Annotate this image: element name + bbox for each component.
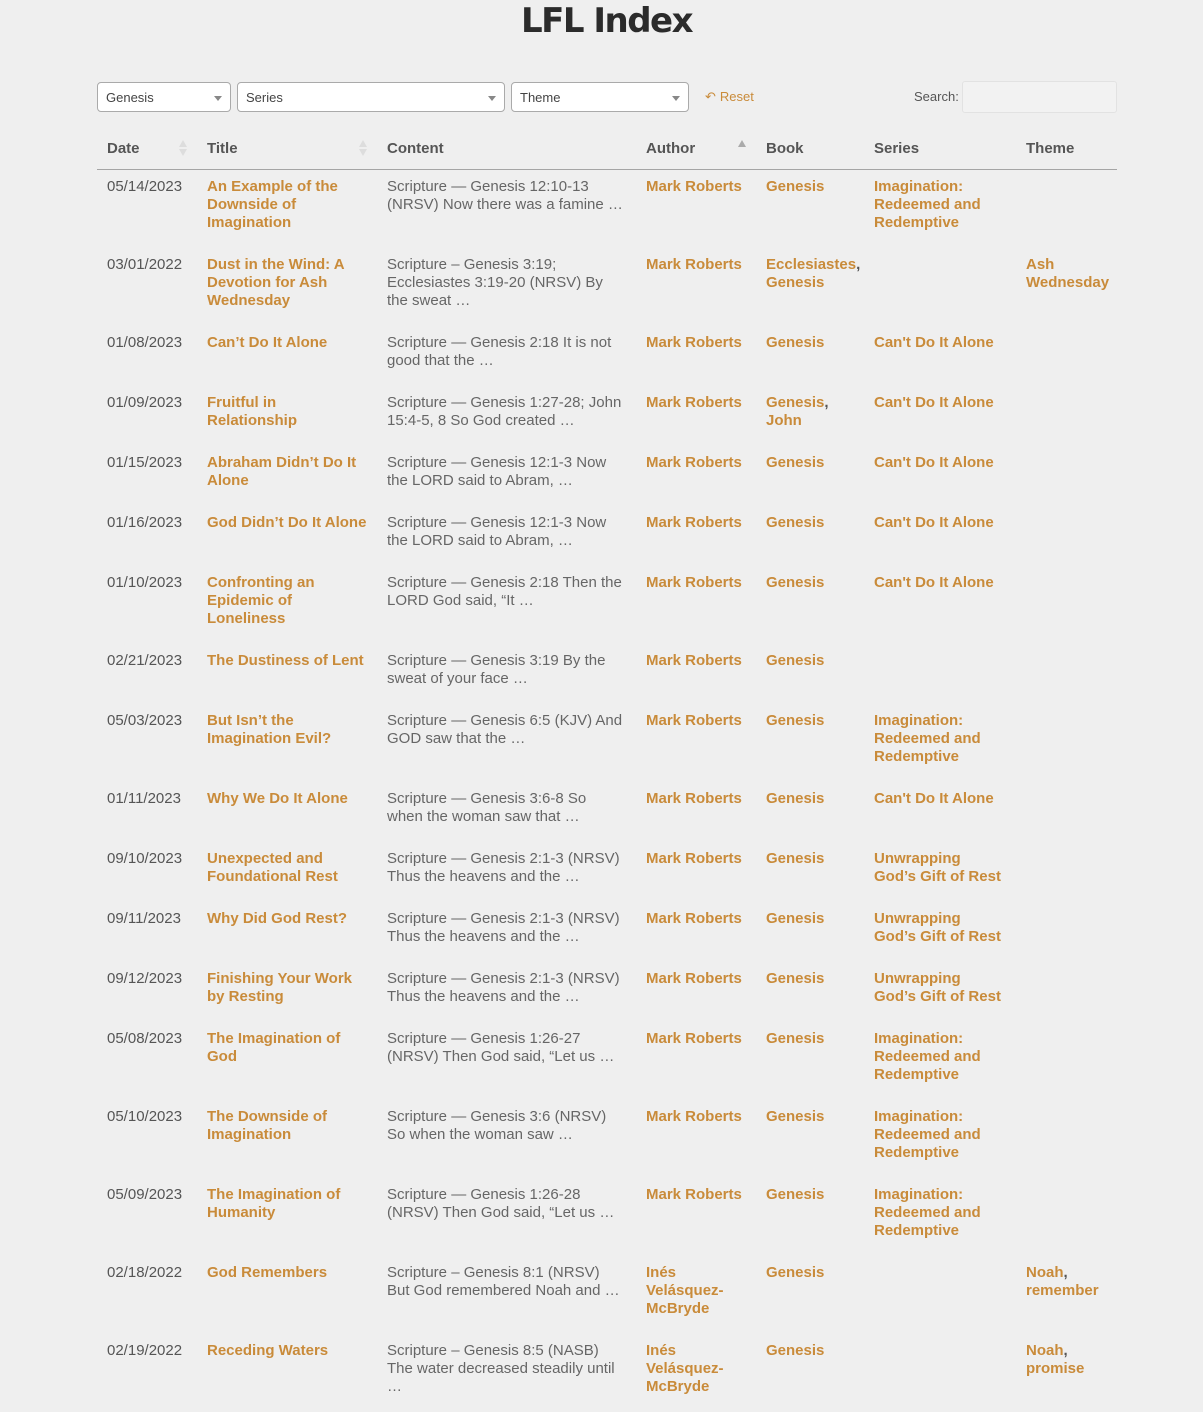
column-header-author[interactable]: Author [636, 128, 756, 170]
title-cell [197, 170, 377, 249]
book-cell [756, 704, 864, 782]
series-cell [864, 566, 1016, 644]
author-link[interactable]: Inés Velásquez-McBryde [646, 1264, 724, 1317]
theme-filter-select[interactable] [511, 82, 689, 112]
author-link[interactable]: Mark Roberts [646, 454, 742, 471]
table-row [97, 1334, 1117, 1412]
book-cell [756, 1334, 864, 1412]
book-filter-value: Genesis [106, 90, 154, 105]
column-header-theme: Theme [1016, 128, 1117, 170]
table-row [97, 1178, 1117, 1256]
date-cell: 02/21/2023 [97, 644, 197, 704]
series-filter-select[interactable] [237, 82, 505, 112]
list-separator: , [856, 256, 860, 273]
series-cell [864, 1178, 1016, 1256]
series-cell [864, 170, 1016, 249]
title-cell [197, 644, 377, 704]
series-cell [864, 704, 1016, 782]
series-cell [864, 326, 1016, 386]
table-row [97, 782, 1117, 842]
author-cell [636, 782, 756, 842]
author-cell [636, 446, 756, 506]
title-cell [197, 326, 377, 386]
series-link[interactable]: Imagination: Redeemed and Redemptive [874, 712, 981, 765]
book-cell [756, 962, 864, 1022]
series-link[interactable]: Imagination: Redeemed and Redemptive [874, 1186, 981, 1239]
book-link[interactable]: Genesis [766, 1186, 824, 1203]
theme-cell [1016, 962, 1117, 1022]
title-link[interactable]: Why We Do It Alone [207, 790, 348, 807]
column-header-book: Book [756, 128, 864, 170]
theme-link[interactable]: promise [1026, 1360, 1084, 1377]
theme-cell [1016, 704, 1117, 782]
date-cell: 09/12/2023 [97, 962, 197, 1022]
reset-label: Reset [720, 89, 754, 104]
theme-filter-value: Theme [520, 90, 560, 105]
book-link[interactable]: Ecclesiastes [766, 256, 856, 273]
content-cell: Scripture — Genesis 2:1-3 (NRSV) Thus the heavens and the … [377, 902, 636, 962]
series-link[interactable]: Can't Do It Alone [874, 574, 994, 591]
book-link[interactable]: Genesis [766, 970, 824, 987]
table-row [97, 644, 1117, 704]
title-link[interactable]: God Remembers [207, 1264, 327, 1281]
author-link[interactable]: Mark Roberts [646, 394, 742, 411]
theme-cell [1016, 842, 1117, 902]
chevron-down-icon [672, 96, 680, 101]
author-cell [636, 1178, 756, 1256]
title-cell [197, 386, 377, 446]
title-cell [197, 446, 377, 506]
book-link[interactable]: Genesis [766, 1342, 824, 1359]
book-cell [756, 782, 864, 842]
author-link[interactable]: Mark Roberts [646, 178, 742, 195]
title-link[interactable]: The Dustiness of Lent [207, 652, 364, 669]
book-cell [756, 566, 864, 644]
date-cell: 09/10/2023 [97, 842, 197, 902]
author-link[interactable]: Mark Roberts [646, 1108, 742, 1125]
series-link[interactable]: Unwrapping God’s Gift of Rest [874, 910, 1001, 945]
author-cell [636, 1100, 756, 1178]
title-link[interactable]: Can’t Do It Alone [207, 334, 327, 351]
theme-cell [1016, 1178, 1117, 1256]
content-cell: Scripture – Genesis 8:1 (NRSV) But God remembered Noah and … [377, 1256, 636, 1334]
table-row [97, 1256, 1117, 1334]
title-link[interactable]: God Didn’t Do It Alone [207, 514, 366, 531]
author-cell [636, 506, 756, 566]
table-row [97, 842, 1117, 902]
theme-link[interactable]: Ash Wednesday [1026, 256, 1109, 291]
date-cell: 05/14/2023 [97, 170, 197, 249]
title-link[interactable]: Receding Waters [207, 1342, 328, 1359]
date-cell: 05/10/2023 [97, 1100, 197, 1178]
table-row [97, 170, 1117, 249]
book-link[interactable]: John [766, 412, 802, 429]
series-link[interactable]: Can't Do It Alone [874, 334, 994, 351]
table-row [97, 566, 1117, 644]
sort-icon [179, 140, 187, 156]
author-link[interactable]: Mark Roberts [646, 574, 742, 591]
book-link[interactable]: Genesis [766, 850, 824, 867]
sort-icon [359, 140, 367, 156]
author-link[interactable]: Mark Roberts [646, 514, 742, 531]
book-link[interactable]: Genesis [766, 178, 824, 195]
content-cell: Scripture — Genesis 1:26-27 (NRSV) Then God said, “Let us … [377, 1022, 636, 1100]
series-cell [864, 644, 1016, 704]
column-header-date[interactable]: Date [97, 128, 197, 170]
date-cell: 02/19/2022 [97, 1334, 197, 1412]
series-cell [864, 842, 1016, 902]
series-link[interactable]: Can't Do It Alone [874, 790, 994, 807]
book-link[interactable]: Genesis [766, 334, 824, 351]
author-link[interactable]: Mark Roberts [646, 652, 742, 669]
theme-cell [1016, 1334, 1117, 1412]
series-cell [864, 248, 1016, 326]
book-link[interactable]: Genesis [766, 652, 824, 669]
author-link[interactable]: Mark Roberts [646, 334, 742, 351]
date-cell: 01/09/2023 [97, 386, 197, 446]
date-cell: 01/10/2023 [97, 566, 197, 644]
content-cell: Scripture — Genesis 1:27-28; John 15:4-5, 8 So God created … [377, 386, 636, 446]
series-cell [864, 506, 1016, 566]
table-row [97, 446, 1117, 506]
title-link[interactable]: Finishing Your Work by Resting [207, 970, 352, 1005]
book-cell [756, 1100, 864, 1178]
theme-cell [1016, 902, 1117, 962]
series-cell [864, 446, 1016, 506]
date-cell: 09/11/2023 [97, 902, 197, 962]
title-cell [197, 248, 377, 326]
series-cell [864, 386, 1016, 446]
date-cell: 05/03/2023 [97, 704, 197, 782]
date-cell: 05/09/2023 [97, 1178, 197, 1256]
book-filter-select[interactable] [97, 82, 231, 112]
series-link[interactable]: Imagination: Redeemed and Redemptive [874, 1030, 981, 1083]
content-cell: Scripture — Genesis 12:1-3 Now the LORD said to Abram, … [377, 446, 636, 506]
title-link[interactable]: Fruitful in Relationship [207, 394, 297, 429]
content-cell: Scripture — Genesis 2:18 It is not good that the … [377, 326, 636, 386]
date-cell: 02/18/2022 [97, 1256, 197, 1334]
series-link[interactable]: Imagination: Redeemed and Redemptive [874, 178, 981, 231]
content-cell: Scripture — Genesis 2:18 Then the LORD God said, “It … [377, 566, 636, 644]
theme-cell [1016, 326, 1117, 386]
undo-icon: ↶ [705, 89, 716, 104]
book-link[interactable]: Genesis [766, 1030, 824, 1047]
table-row [97, 962, 1117, 1022]
series-link[interactable]: Unwrapping God’s Gift of Rest [874, 970, 1001, 1005]
book-cell [756, 644, 864, 704]
index-table [97, 128, 1117, 1412]
table-row [97, 248, 1117, 326]
title-cell [197, 566, 377, 644]
title-link[interactable]: The Imagination of Humanity [207, 1186, 340, 1221]
list-separator: , [1064, 1264, 1068, 1281]
theme-cell [1016, 782, 1117, 842]
author-link[interactable]: Inés Velásquez-McBryde [646, 1342, 724, 1395]
title-link[interactable]: Unexpected and Foundational Rest [207, 850, 338, 885]
theme-cell [1016, 446, 1117, 506]
content-cell: Scripture – Genesis 3:19; Ecclesiastes 3:19-20 (NRSV) By the sweat … [377, 248, 636, 326]
book-cell [756, 248, 864, 326]
chevron-down-icon [214, 96, 222, 101]
book-cell [756, 170, 864, 249]
content-cell: Scripture — Genesis 2:1-3 (NRSV) Thus the heavens and the … [377, 962, 636, 1022]
book-cell [756, 446, 864, 506]
title-cell [197, 782, 377, 842]
theme-cell [1016, 248, 1117, 326]
title-link[interactable]: Why Did God Rest? [207, 910, 347, 927]
book-link[interactable]: Genesis [766, 394, 824, 411]
theme-link[interactable]: Noah [1026, 1264, 1064, 1281]
column-header-series: Series [864, 128, 1016, 170]
column-header-title[interactable]: Title [197, 128, 377, 170]
date-cell: 01/15/2023 [97, 446, 197, 506]
author-cell [636, 1334, 756, 1412]
table-row [97, 1022, 1117, 1100]
theme-cell [1016, 566, 1117, 644]
book-link[interactable]: Genesis [766, 274, 824, 291]
table-row [97, 704, 1117, 782]
theme-cell [1016, 506, 1117, 566]
date-cell: 03/01/2022 [97, 248, 197, 326]
content-cell: Scripture — Genesis 12:10-13 (NRSV) Now there was a famine … [377, 170, 636, 249]
author-link[interactable]: Mark Roberts [646, 850, 742, 867]
series-link[interactable]: Can't Do It Alone [874, 454, 994, 471]
title-cell [197, 902, 377, 962]
author-link[interactable]: Mark Roberts [646, 970, 742, 987]
author-link[interactable]: Mark Roberts [646, 1030, 742, 1047]
author-link[interactable]: Mark Roberts [646, 1186, 742, 1203]
list-separator: , [1064, 1342, 1068, 1359]
theme-cell [1016, 386, 1117, 446]
author-cell [636, 1256, 756, 1334]
table-row [97, 902, 1117, 962]
author-cell [636, 1022, 756, 1100]
page-title: LFL Index [0, 0, 1203, 42]
book-link[interactable]: Genesis [766, 1264, 824, 1281]
date-cell: 05/08/2023 [97, 1022, 197, 1100]
title-link[interactable]: But Isn’t the Imagination Evil? [207, 712, 331, 747]
title-cell [197, 1100, 377, 1178]
title-link[interactable]: The Imagination of God [207, 1030, 340, 1065]
author-cell [636, 644, 756, 704]
chevron-down-icon [488, 96, 496, 101]
content-cell: Scripture — Genesis 12:1-3 Now the LORD said to Abram, … [377, 506, 636, 566]
book-link[interactable]: Genesis [766, 514, 824, 531]
book-cell [756, 902, 864, 962]
date-cell: 01/16/2023 [97, 506, 197, 566]
content-cell: Scripture — Genesis 1:26-28 (NRSV) Then God said, “Let us … [377, 1178, 636, 1256]
author-cell [636, 386, 756, 446]
book-cell [756, 1022, 864, 1100]
book-cell [756, 386, 864, 446]
series-cell [864, 1022, 1016, 1100]
theme-cell [1016, 644, 1117, 704]
book-link[interactable]: Genesis [766, 910, 824, 927]
author-cell [636, 962, 756, 1022]
series-cell [864, 782, 1016, 842]
title-cell [197, 1256, 377, 1334]
table-row [97, 506, 1117, 566]
book-link[interactable]: Genesis [766, 1108, 824, 1125]
title-cell [197, 506, 377, 566]
title-link[interactable]: Abraham Didn’t Do It Alone [207, 454, 356, 489]
content-cell: Scripture — Genesis 6:5 (KJV) And GOD saw that the … [377, 704, 636, 782]
author-cell [636, 170, 756, 249]
series-link[interactable]: Imagination: Redeemed and Redemptive [874, 1108, 981, 1161]
book-cell [756, 1178, 864, 1256]
book-link[interactable]: Genesis [766, 790, 824, 807]
title-cell [197, 962, 377, 1022]
list-separator: , [824, 394, 828, 411]
content-cell: Scripture — Genesis 3:19 By the sweat of your face … [377, 644, 636, 704]
title-cell [197, 704, 377, 782]
title-cell [197, 1334, 377, 1412]
series-filter-value: Series [246, 90, 283, 105]
theme-cell [1016, 1100, 1117, 1178]
table-row [97, 326, 1117, 386]
series-cell [864, 962, 1016, 1022]
theme-cell [1016, 1022, 1117, 1100]
author-cell [636, 326, 756, 386]
theme-link[interactable]: remember [1026, 1282, 1099, 1299]
date-cell: 01/08/2023 [97, 326, 197, 386]
table-row [97, 386, 1117, 446]
table-header-row [97, 128, 1117, 170]
series-cell [864, 1334, 1016, 1412]
author-link[interactable]: Mark Roberts [646, 256, 742, 273]
column-header-content: Content [377, 128, 636, 170]
series-link[interactable]: Can't Do It Alone [874, 394, 994, 411]
series-link[interactable]: Unwrapping God’s Gift of Rest [874, 850, 1001, 885]
book-cell [756, 842, 864, 902]
search-label: Search: [914, 82, 959, 112]
author-cell [636, 704, 756, 782]
author-link[interactable]: Mark Roberts [646, 712, 742, 729]
book-cell [756, 506, 864, 566]
content-cell: Scripture – Genesis 8:5 (NASB) The water decreased steadily until … [377, 1334, 636, 1412]
book-cell [756, 1256, 864, 1334]
series-cell [864, 1256, 1016, 1334]
title-cell [197, 1178, 377, 1256]
book-link[interactable]: Genesis [766, 574, 824, 591]
content-cell: Scripture — Genesis 2:1-3 (NRSV) Thus the heavens and the … [377, 842, 636, 902]
content-cell: Scripture — Genesis 3:6-8 So when the woman saw that … [377, 782, 636, 842]
reset-button[interactable] [705, 82, 754, 112]
table-row [97, 1100, 1117, 1178]
author-cell [636, 248, 756, 326]
title-link[interactable]: The Downside of Imagination [207, 1108, 327, 1143]
book-link[interactable]: Genesis [766, 454, 824, 471]
theme-cell [1016, 1256, 1117, 1334]
title-link[interactable]: An Example of the Downside of Imagination [207, 178, 338, 231]
content-cell: Scripture — Genesis 3:6 (NRSV) So when the woman saw … [377, 1100, 636, 1178]
author-cell [636, 842, 756, 902]
title-link[interactable]: Confronting an Epidemic of Loneliness [207, 574, 314, 627]
search-input[interactable] [962, 81, 1117, 113]
series-cell [864, 1100, 1016, 1178]
author-cell [636, 902, 756, 962]
title-cell [197, 842, 377, 902]
book-cell [756, 326, 864, 386]
title-link[interactable]: Dust in the Wind: A Devotion for Ash Wednesday [207, 256, 344, 309]
series-link[interactable]: Can't Do It Alone [874, 514, 994, 531]
theme-cell [1016, 170, 1117, 249]
author-link[interactable]: Mark Roberts [646, 790, 742, 807]
date-cell: 01/11/2023 [97, 782, 197, 842]
series-cell [864, 902, 1016, 962]
table-body [97, 170, 1117, 1412]
sort-ascending-icon [738, 140, 746, 156]
book-link[interactable]: Genesis [766, 712, 824, 729]
title-cell [197, 1022, 377, 1100]
author-cell [636, 566, 756, 644]
theme-link[interactable]: Noah [1026, 1342, 1064, 1359]
author-link[interactable]: Mark Roberts [646, 910, 742, 927]
